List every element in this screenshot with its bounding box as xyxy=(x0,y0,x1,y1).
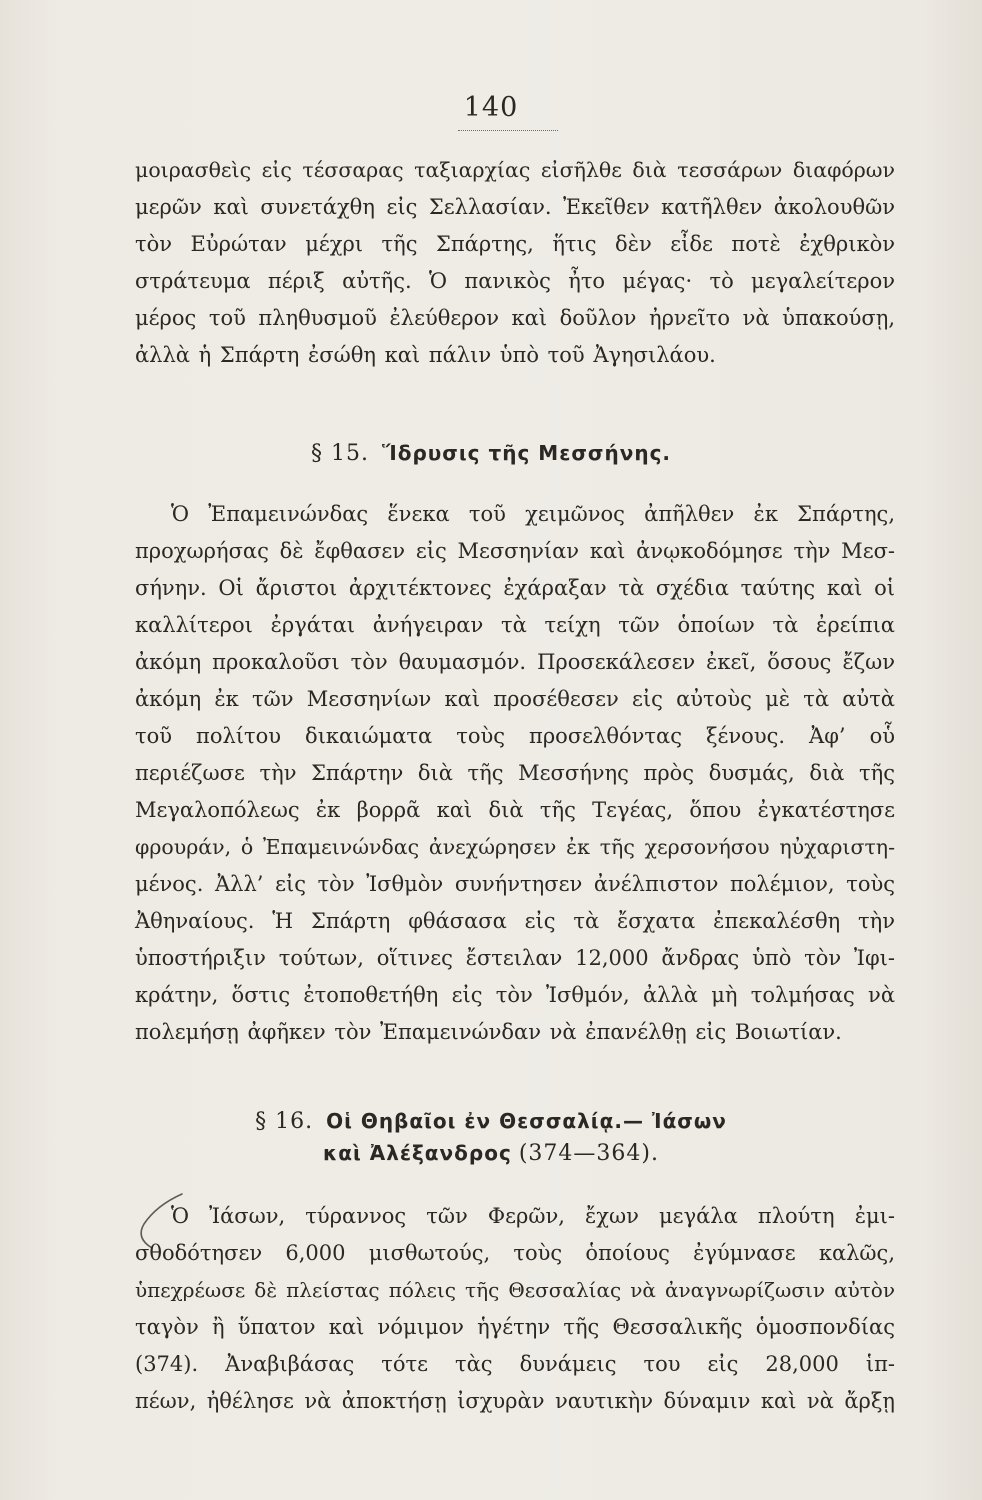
text-line: ὑπεχρέωσε δὲ πλείστας πόλεις τῆς Θεσσαλίας νὰ ἀναγνωρίζωσιν αὐτὸν xyxy=(135,1278,895,1302)
text-line: φρουράν, ὁ Ἐπαμεινώνδας ἀνεχώρησεν ἐκ τῆς χερσονήσου ηὐχαριστη- xyxy=(135,835,895,859)
section-title: Οἱ Θηβαῖοι ἐν Θεσσαλίᾳ.— Ἰάσων xyxy=(326,1109,727,1133)
text-line: καλλίτεροι ἐργάται ἀνήγειραν τὰ τείχη τῶν ὁποίων τὰ ἐρείπια xyxy=(135,613,895,637)
text-line: Ὁ Ἰάσων, τύραννος τῶν Φερῶν, ἔχων μεγάλα πλούτη ἐμι- xyxy=(171,1204,895,1228)
text-line: σήνην. Οἱ ἄριστοι ἀρχιτέκτονες ἐχάραξαν τὰ σχέδια ταύτης καὶ οἱ xyxy=(135,576,895,600)
section-15-heading xyxy=(0,438,982,469)
section-dates: (374—364). xyxy=(518,1141,659,1166)
text-line: ἀκόμη ἐκ τῶν Μεσσηνίων καὶ προσέθεσεν εἰς αὐτοὺς μὲ τὰ αὐτὰ xyxy=(135,687,895,711)
paragraph-1 xyxy=(135,152,895,374)
text-line: ἀλλὰ ἡ Σπάρτη ἐσώθη καὶ πάλιν ὑπὸ τοῦ Ἀγησιλάου. xyxy=(135,343,716,367)
text-line: προχωρήσας δὲ ἔφθασεν εἰς Μεσσηνίαν καὶ ἀνῳκοδόμησε τὴν Μεσ- xyxy=(135,539,895,563)
text-line: Μεγαλοπόλεως ἐκ βορρᾶ καὶ διὰ τῆς Τεγέας, ὅπου ἐγκατέστησε xyxy=(135,798,895,822)
text-line: μοιρασθεὶς εἰς τέσσαρας ταξιαρχίας εἰσῆλθε διὰ τεσσάρων διαφόρων xyxy=(135,158,895,182)
text-line: Ὁ Ἐπαμεινώνδας ἕνεκα τοῦ χειμῶνος ἀπῆλθεν ἐκ Σπάρτης, xyxy=(171,502,895,526)
text-line: τοῦ πολίτου δικαιώματα τοὺς προσελθόντας ξένους. Ἀφ’ οὗ xyxy=(135,724,895,748)
text-line: σθοδότησεν 6,000 μισθωτούς, τοὺς ὁποίους ἐγύμνασε καλῶς, xyxy=(135,1241,895,1265)
section-number: § 15. xyxy=(310,441,369,466)
text-line: στράτευμα πέριξ αὐτῆς. Ὁ πανικὸς ἦτο μέγας· τὸ μεγαλείτερον xyxy=(135,269,895,293)
section-15-body xyxy=(135,496,895,1051)
text-line: Ἀθηναίους. Ἡ Σπάρτη φθάσασα εἰς τὰ ἔσχατα ἐπεκαλέσθη τὴν xyxy=(135,909,895,933)
text-line: μέρος τοῦ πληθυσμοῦ ἐλεύθερον καὶ δοῦλον ἠρνεῖτο νὰ ὑπακούσῃ, xyxy=(135,306,895,330)
section-title-continued: καὶ Ἀλέξανδρος xyxy=(323,1141,512,1165)
page-number: 140 xyxy=(463,92,519,123)
text-line: ταγὸν ἢ ὕπατον καὶ νόμιμον ἡγέτην τῆς Θεσσαλικῆς ὁμοσπονδίας xyxy=(135,1315,895,1339)
text-line: κράτην, ὅστις ἐτοποθετήθη εἰς τὸν Ἰσθμόν, ἀλλὰ μὴ τολμήσας νὰ xyxy=(135,983,895,1007)
text-line: (374). Ἀναβιβάσας τότε τὰς δυνάμεις του εἰς 28,000 ἱπ- xyxy=(135,1352,895,1376)
text-line: μερῶν καὶ συνετάχθη εἰς Σελλασίαν. Ἐκεῖθεν κατῆλθεν ἀκολουθῶν xyxy=(135,195,895,219)
text-line: ὑποστήριξιν τούτων, οἵτινες ἔστειλαν 12,000 ἄνδρας ὑπὸ τὸν Ἰφι- xyxy=(135,946,895,970)
section-16-heading xyxy=(0,1106,982,1137)
text-line: περιέζωσε τὴν Σπάρτην διὰ τῆς Μεσσήνης πρὸς δυσμάς, διὰ τῆς xyxy=(135,761,895,785)
text-line: ἀκόμη προκαλοῦσι τὸν θαυμασμόν. Προσεκάλεσεν ἐκεῖ, ὅσους ἔζων xyxy=(135,650,895,674)
page-number-rule xyxy=(458,130,558,131)
text-line: πολεμήσῃ ἀφῆκεν τὸν Ἐπαμεινώνδαν νὰ ἐπανέλθῃ εἰς Βοιωτίαν. xyxy=(135,1020,842,1044)
text-line: μένος. Ἀλλ’ εἰς τὸν Ἰσθμὸν συνήντησεν ἀνέλπιστον πολέμιον, τοὺς xyxy=(135,872,895,896)
section-16-body xyxy=(135,1198,895,1420)
text-line: πέων, ἠθέλησε νὰ ἀποκτήσῃ ἰσχυρὰν ναυτικὴν δύναμιν καὶ νὰ ἄρξῃ xyxy=(135,1389,895,1413)
text-line: τὸν Εὐρώταν μέχρι τῆς Σπάρτης, ἥτις δὲν εἶδε ποτὲ ἐχθρικὸν xyxy=(135,232,895,256)
section-title: Ἵδρυσις τῆς Μεσσήνης. xyxy=(381,441,672,465)
section-number: § 16. xyxy=(255,1109,314,1134)
section-16-heading-line-2 xyxy=(0,1138,982,1169)
